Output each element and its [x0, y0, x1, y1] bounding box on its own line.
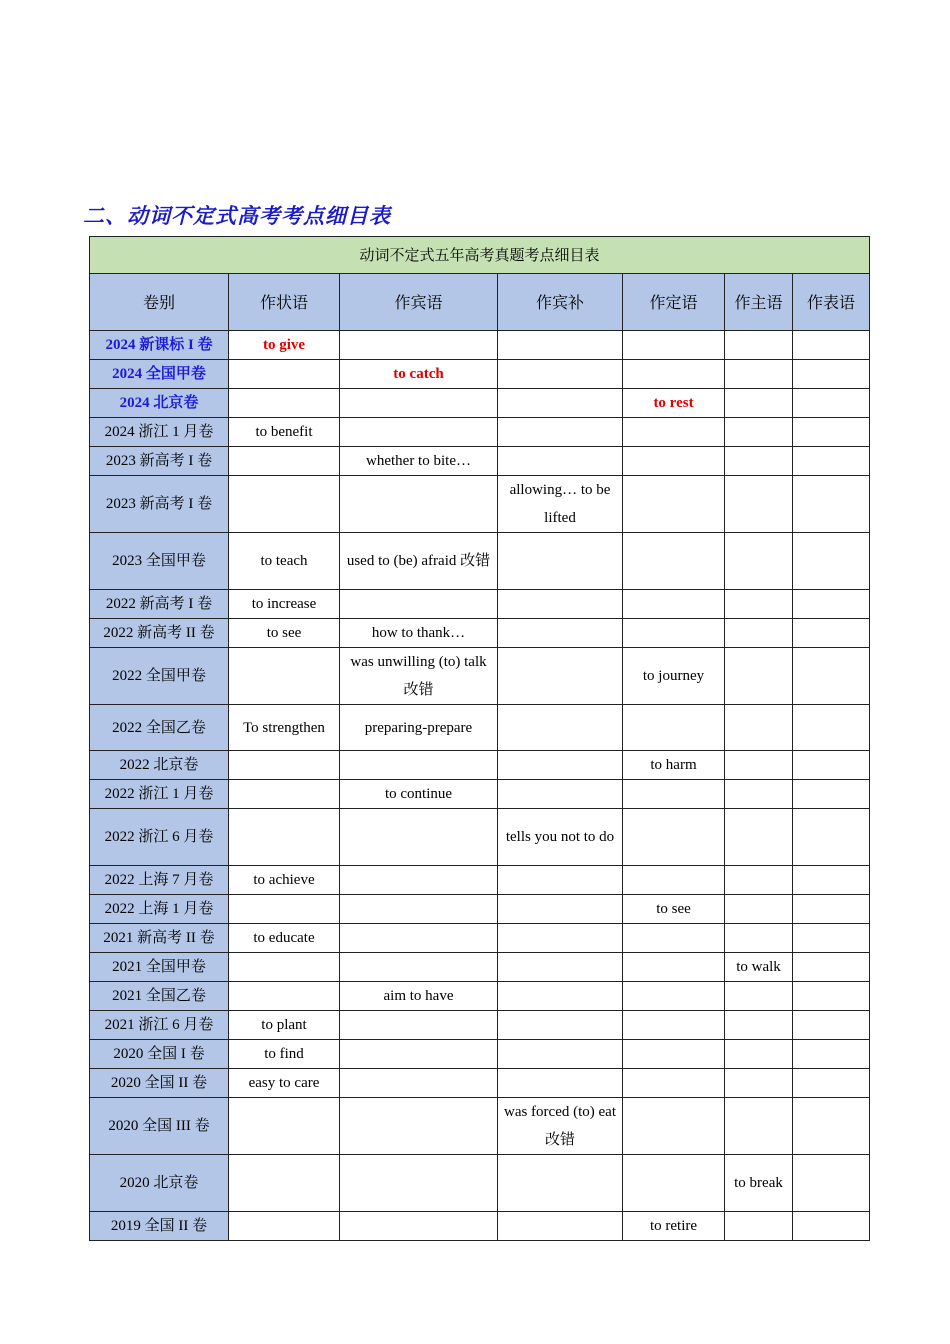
- table-cell: [725, 895, 793, 924]
- table-cell: [340, 1098, 498, 1155]
- table-row: [90, 1011, 870, 1040]
- table-cell: [340, 1155, 498, 1212]
- table-cell: [793, 982, 870, 1011]
- header-paper: 卷别: [90, 274, 229, 331]
- table-cell: to increase: [229, 590, 340, 619]
- table-row: [90, 619, 870, 648]
- table-cell: [229, 1212, 340, 1241]
- table-cell: [793, 705, 870, 751]
- row-label: 2020 全国 II 卷: [90, 1069, 229, 1098]
- table-cell: [340, 331, 498, 360]
- table-cell: [725, 389, 793, 418]
- row-label: 2022 上海 7 月卷: [90, 866, 229, 895]
- table-cell: to give: [229, 331, 340, 360]
- table-cell: [725, 924, 793, 953]
- row-label: 2020 北京卷: [90, 1155, 229, 1212]
- table-cell: [793, 533, 870, 590]
- table-row: [90, 866, 870, 895]
- table-cell: [498, 533, 623, 590]
- table-cell: To strengthen: [229, 705, 340, 751]
- table-row: [90, 389, 870, 418]
- table-cell: [623, 982, 725, 1011]
- table-cell: [793, 1040, 870, 1069]
- table-cell: [725, 1069, 793, 1098]
- row-label: 2022 北京卷: [90, 751, 229, 780]
- row-label: 2024 新课标 I 卷: [90, 331, 229, 360]
- table-cell: how to thank…: [340, 619, 498, 648]
- row-label: 2024 全国甲卷: [90, 360, 229, 389]
- row-label: 2022 新高考 I 卷: [90, 590, 229, 619]
- table-cell: [623, 1040, 725, 1069]
- table-cell: [623, 705, 725, 751]
- table-cell: [793, 590, 870, 619]
- table-cell: [793, 619, 870, 648]
- table-cell: [340, 953, 498, 982]
- table-cell: [725, 619, 793, 648]
- table-cell: to continue: [340, 780, 498, 809]
- row-label: 2022 浙江 1 月卷: [90, 780, 229, 809]
- table-cell: [229, 360, 340, 389]
- table-cell: preparing-prepare: [340, 705, 498, 751]
- table-cell: [623, 590, 725, 619]
- table-cell: allowing… to be lifted: [498, 476, 623, 533]
- table-row: [90, 924, 870, 953]
- row-label: 2021 全国乙卷: [90, 982, 229, 1011]
- table-cell: [623, 418, 725, 447]
- table-cell: to teach: [229, 533, 340, 590]
- table-cell: [793, 780, 870, 809]
- table-cell: to see: [229, 619, 340, 648]
- row-label: 2021 浙江 6 月卷: [90, 1011, 229, 1040]
- table-cell: [793, 1155, 870, 1212]
- table-cell: [725, 809, 793, 866]
- table-cell: [623, 331, 725, 360]
- table-row: [90, 1212, 870, 1241]
- table-cell: [793, 648, 870, 705]
- table-cell: [623, 809, 725, 866]
- table-cell: [623, 533, 725, 590]
- table-cell: [498, 866, 623, 895]
- table-cell: [498, 705, 623, 751]
- table-cell: [725, 418, 793, 447]
- table-row: [90, 1155, 870, 1212]
- table-cell: [340, 1040, 498, 1069]
- table-cell: to walk: [725, 953, 793, 982]
- table-cell: to journey: [623, 648, 725, 705]
- row-label: 2019 全国 II 卷: [90, 1212, 229, 1241]
- table-row: [90, 751, 870, 780]
- table-cell: [498, 895, 623, 924]
- table-cell: [229, 953, 340, 982]
- table-row: [90, 590, 870, 619]
- table-cell: [793, 1011, 870, 1040]
- table-row: [90, 780, 870, 809]
- table-cell: [793, 1212, 870, 1241]
- table-cell: [498, 447, 623, 476]
- table-cell: [498, 619, 623, 648]
- table-cell: [623, 1069, 725, 1098]
- row-label: 2022 浙江 6 月卷: [90, 809, 229, 866]
- table-cell: [498, 982, 623, 1011]
- table-cell: aim to have: [340, 982, 498, 1011]
- table-cell: [229, 809, 340, 866]
- table-cell: [725, 533, 793, 590]
- table-cell: to achieve: [229, 866, 340, 895]
- table-cell: to retire: [623, 1212, 725, 1241]
- table-cell: [340, 418, 498, 447]
- table-cell: [725, 1098, 793, 1155]
- row-label: 2022 全国甲卷: [90, 648, 229, 705]
- table-cell: to benefit: [229, 418, 340, 447]
- table-caption: 动词不定式五年高考真题考点细目表: [90, 237, 870, 274]
- table-cell: [725, 1040, 793, 1069]
- section-heading: 二、动词不定式高考考点细目表: [83, 204, 391, 228]
- row-label: 2020 全国 I 卷: [90, 1040, 229, 1069]
- table-cell: [725, 360, 793, 389]
- table-cell: [623, 780, 725, 809]
- table-cell: to rest: [623, 389, 725, 418]
- table-cell: was unwilling (to) talk 改错: [340, 648, 498, 705]
- table-cell: [340, 389, 498, 418]
- table-cell: [793, 751, 870, 780]
- table-cell: [793, 476, 870, 533]
- table-cell: [229, 982, 340, 1011]
- table-cell: [498, 1011, 623, 1040]
- table-cell: [725, 1212, 793, 1241]
- table-cell: [498, 780, 623, 809]
- table-cell: [340, 590, 498, 619]
- table-row: [90, 331, 870, 360]
- table-cell: [725, 1011, 793, 1040]
- table-cell: [229, 751, 340, 780]
- table-cell: [498, 418, 623, 447]
- row-label: 2022 全国乙卷: [90, 705, 229, 751]
- table-cell: [340, 866, 498, 895]
- row-label: 2023 新高考 I 卷: [90, 447, 229, 476]
- table-cell: [340, 751, 498, 780]
- row-label: 2022 新高考 II 卷: [90, 619, 229, 648]
- table-cell: [623, 619, 725, 648]
- table-cell: [793, 1098, 870, 1155]
- table-cell: whether to bite…: [340, 447, 498, 476]
- table-cell: [340, 1069, 498, 1098]
- table-cell: to break: [725, 1155, 793, 1212]
- row-label: 2023 新高考 I 卷: [90, 476, 229, 533]
- table-row: [90, 360, 870, 389]
- header-adverbial: 作状语: [229, 274, 340, 331]
- table-cell: [498, 1040, 623, 1069]
- table-cell: [793, 953, 870, 982]
- table-cell: [725, 590, 793, 619]
- row-label: 2021 新高考 II 卷: [90, 924, 229, 953]
- table-cell: [725, 648, 793, 705]
- table-cell: [229, 476, 340, 533]
- table-row: [90, 648, 870, 705]
- table-cell: [498, 331, 623, 360]
- table-row: [90, 982, 870, 1011]
- infinitive-table: [89, 236, 870, 1241]
- header-subject: 作主语: [725, 274, 793, 331]
- table-cell: used to (be) afraid 改错: [340, 533, 498, 590]
- table-cell: to find: [229, 1040, 340, 1069]
- table-cell: [725, 866, 793, 895]
- table-cell: [498, 953, 623, 982]
- table-cell: [793, 895, 870, 924]
- table-cell: [793, 418, 870, 447]
- table-row: [90, 1069, 870, 1098]
- table-cell: [793, 360, 870, 389]
- row-label: 2021 全国甲卷: [90, 953, 229, 982]
- table-cell: [229, 895, 340, 924]
- table-cell: [498, 389, 623, 418]
- table-cell: [340, 895, 498, 924]
- header-object-complement: 作宾补: [498, 274, 623, 331]
- table-row: [90, 705, 870, 751]
- table-cell: [725, 780, 793, 809]
- table-cell: [793, 1069, 870, 1098]
- table-cell: [498, 648, 623, 705]
- table-cell: [623, 953, 725, 982]
- table-cell: [229, 648, 340, 705]
- table-cell: [793, 866, 870, 895]
- table-cell: [340, 924, 498, 953]
- table-cell: [623, 1011, 725, 1040]
- table-cell: [340, 1212, 498, 1241]
- table-cell: [623, 476, 725, 533]
- table-row: [90, 953, 870, 982]
- table-cell: [793, 331, 870, 360]
- table-cell: [498, 751, 623, 780]
- table-cell: [793, 389, 870, 418]
- table-cell: to harm: [623, 751, 725, 780]
- table-cell: [498, 590, 623, 619]
- table-cell: [725, 447, 793, 476]
- table-row: [90, 809, 870, 866]
- table-row: [90, 476, 870, 533]
- table-cell: [229, 389, 340, 418]
- table-cell: [498, 924, 623, 953]
- table-cell: easy to care: [229, 1069, 340, 1098]
- table-cell: [623, 360, 725, 389]
- table-cell: [793, 924, 870, 953]
- table-cell: [498, 1155, 623, 1212]
- table-cell: [725, 982, 793, 1011]
- table-cell: [793, 447, 870, 476]
- table-cell: was forced (to) eat 改错: [498, 1098, 623, 1155]
- row-label: 2020 全国 III 卷: [90, 1098, 229, 1155]
- table-cell: [623, 866, 725, 895]
- table-cell: [725, 476, 793, 533]
- table-cell: to plant: [229, 1011, 340, 1040]
- table-cell: [340, 809, 498, 866]
- table-cell: [623, 1155, 725, 1212]
- table-cell: [725, 331, 793, 360]
- table-cell: [793, 809, 870, 866]
- table-row: [90, 1098, 870, 1155]
- table-cell: to see: [623, 895, 725, 924]
- table-row: [90, 533, 870, 590]
- table-cell: [623, 924, 725, 953]
- table-cell: tells you not to do: [498, 809, 623, 866]
- table-cell: [229, 1098, 340, 1155]
- table-row: [90, 895, 870, 924]
- table-cell: [498, 1212, 623, 1241]
- table-cell: [340, 476, 498, 533]
- row-label: 2023 全国甲卷: [90, 533, 229, 590]
- row-label: 2024 浙江 1 月卷: [90, 418, 229, 447]
- table-cell: [623, 447, 725, 476]
- table-cell: [229, 447, 340, 476]
- table-cell: [498, 1069, 623, 1098]
- header-object: 作宾语: [340, 274, 498, 331]
- table-cell: to catch: [340, 360, 498, 389]
- table-cell: [340, 1011, 498, 1040]
- table-row: [90, 1040, 870, 1069]
- table-row: [90, 418, 870, 447]
- table-cell: to educate: [229, 924, 340, 953]
- table-cell: [229, 780, 340, 809]
- table-cell: [725, 751, 793, 780]
- table-cell: [229, 1155, 340, 1212]
- header-predicative: 作表语: [793, 274, 870, 331]
- table-cell: [623, 1098, 725, 1155]
- header-attributive: 作定语: [623, 274, 725, 331]
- row-label: 2024 北京卷: [90, 389, 229, 418]
- table-cell: [725, 705, 793, 751]
- table-cell: [498, 360, 623, 389]
- row-label: 2022 上海 1 月卷: [90, 895, 229, 924]
- table-row: [90, 447, 870, 476]
